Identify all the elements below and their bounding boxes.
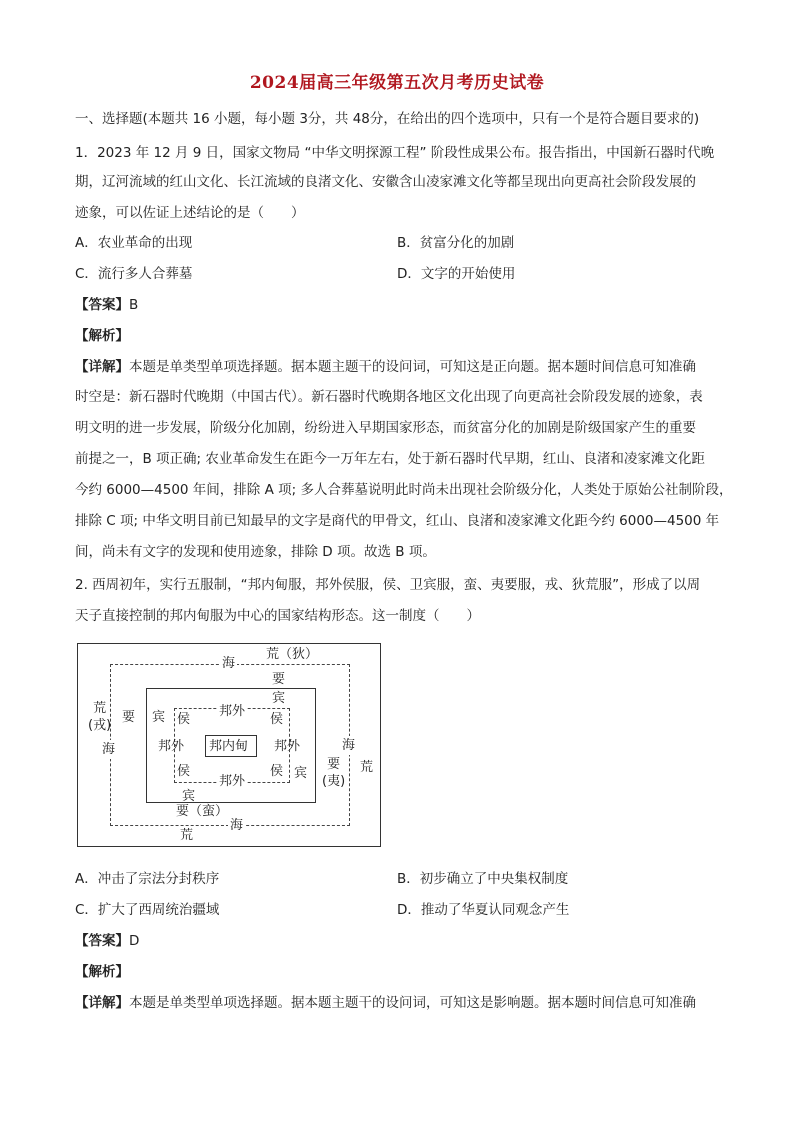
q1-detail-line <box>75 358 725 376</box>
detail-label: 【详解】 <box>75 359 129 375</box>
q1-detail-line: 时空是：新石器时代晚期（中国古代）。新石器时代晚期各地区文化出现了向更高社会阶段发展的迹象，表 <box>75 389 703 405</box>
label-hou-bl: 侯 <box>177 764 191 779</box>
answer-label: 【答案】 <box>75 297 129 313</box>
analysis-label: 【解析】 <box>75 328 129 344</box>
q2-option-b: B．初步确立了中央集权制度 <box>397 871 569 887</box>
q1-detail-line: 间，尚未有文字的发现和使用迹象，排除 D 项。故选 B 项。 <box>75 544 436 560</box>
q2-option-c: C．扩大了西周统治疆域 <box>75 902 220 918</box>
label-yao-left: 要 <box>122 710 136 725</box>
section-header: 一、选择题(本题共 16 小题，每小题 3分，共 48分，在给出的四个选项中，只有一个是符合题目要求的) <box>75 111 700 127</box>
q1-analysis-label <box>75 327 725 345</box>
label-hai-top: 海 <box>222 656 236 671</box>
label-bangwai-right: 邦外 <box>274 739 301 754</box>
q1-option-b: B．贫富分化的加剧 <box>397 235 515 251</box>
q1-option-a: A．农业革命的出现 <box>75 235 193 251</box>
page-title: 2024届高三年级第五次月考历史试卷 <box>249 73 545 93</box>
label-bin-top: 宾 <box>272 691 286 706</box>
label-bangwai-top: 邦外 <box>219 704 246 719</box>
answer-value: B <box>129 297 139 313</box>
q1-detail-line: 明文明的进一步发展，阶级分化加剧，纷纷进入早期国家形态，而贫富分化的加剧是阶级国家产生的重要 <box>75 420 696 436</box>
five-fu-diagram <box>77 643 381 847</box>
detail-text: 本题是单类型单项选择题。据本题主题干的设问词，可知这是影响题。据本题时间信息可知准确 <box>129 995 696 1011</box>
q2-option-d: D．推动了华夏认同观念产生 <box>397 902 570 918</box>
label-hai-bottom: 海 <box>230 818 244 833</box>
analysis-label: 【解析】 <box>75 964 129 980</box>
label-hou-br: 侯 <box>270 764 284 779</box>
label-bin-right: 宾 <box>294 766 308 781</box>
q1-detail-line: 今约 6000—4500 年间，排除 A 项; 多人合葬墓说明此时尚未出现社会阶级分化，人类处于原始公社制阶段， <box>75 482 733 498</box>
q1-detail-line: 前提之一，B 项正确; 农业革命发生在距今一万年左右，处于新石器时代早期，红山、良渚和凌家滩文化距 <box>75 451 705 467</box>
q1-stem-line: 1．2023 年 12 月 9 日，国家文物局 “中华文明探源工程” 阶段性成果公布。报告指出，中国新石器时代晚 <box>75 145 715 161</box>
answer-label: 【答案】 <box>75 933 129 949</box>
q2-option-a: A．冲击了宗法分封秩序 <box>75 871 220 887</box>
q2-stem-line: 2. 西周初年，实行五服制，“邦内甸服，邦外侯服，侯、卫宾服，蛮、夷要服，戎、狄荒服”，形成了以周 <box>75 577 701 593</box>
label-huang-di: 荒（狄） <box>266 647 319 662</box>
answer-value: D <box>129 933 140 949</box>
label-hou-tr: 侯 <box>270 712 284 727</box>
q1-detail-line: 排除 C 项; 中华文明目前已知最早的文字是商代的甲骨文，红山、良渚和凌家滩文化距今约 6000—4500 年 <box>75 513 720 529</box>
q1-answer <box>75 296 725 314</box>
q1-option-c: C．流行多人合葬墓 <box>75 266 193 282</box>
q1-stem-line: 迹象，可以佐证上述结论的是（ ） <box>75 205 305 221</box>
label-hai-left: 海 <box>102 742 116 757</box>
q2-stem-line: 天子直接控制的邦内甸服为中心的国家结构形态。这一制度（ ） <box>75 608 480 624</box>
label-bin-left: 宾 <box>152 710 166 725</box>
q2-detail-line <box>75 994 725 1012</box>
label-huang-right: 荒 <box>360 760 374 775</box>
label-bangnei-dian: 邦内甸 <box>209 739 249 754</box>
label-bangwai-bottom: 邦外 <box>219 774 246 789</box>
detail-label: 【详解】 <box>75 995 129 1011</box>
q1-stem-line: 期，辽河流域的红山文化、长江流域的良渚文化、安徽含山凌家滩文化等都呈现出向更高社会阶段发展的 <box>75 174 696 190</box>
detail-text: 本题是单类型单项选择题。据本题主题干的设问词，可知这是正向题。据本题时间信息可知准确 <box>129 359 696 375</box>
q2-answer <box>75 932 725 950</box>
label-bangwai-left: 邦外 <box>158 739 185 754</box>
q1-option-d: D．文字的开始使用 <box>397 266 516 282</box>
label-bin-bottom: 宾 <box>182 789 196 804</box>
label-huang-rong: 荒 (戎) <box>88 701 112 733</box>
label-yao-man: 要（蛮） <box>176 804 229 819</box>
label-huang-bottom: 荒 <box>180 828 194 843</box>
q2-analysis-label <box>75 963 725 981</box>
label-yao-yi: 要 (夷) <box>322 757 346 789</box>
label-yao-top: 要 <box>272 672 286 687</box>
label-hai-right: 海 <box>342 738 356 753</box>
label-hou-tl: 侯 <box>177 712 191 727</box>
